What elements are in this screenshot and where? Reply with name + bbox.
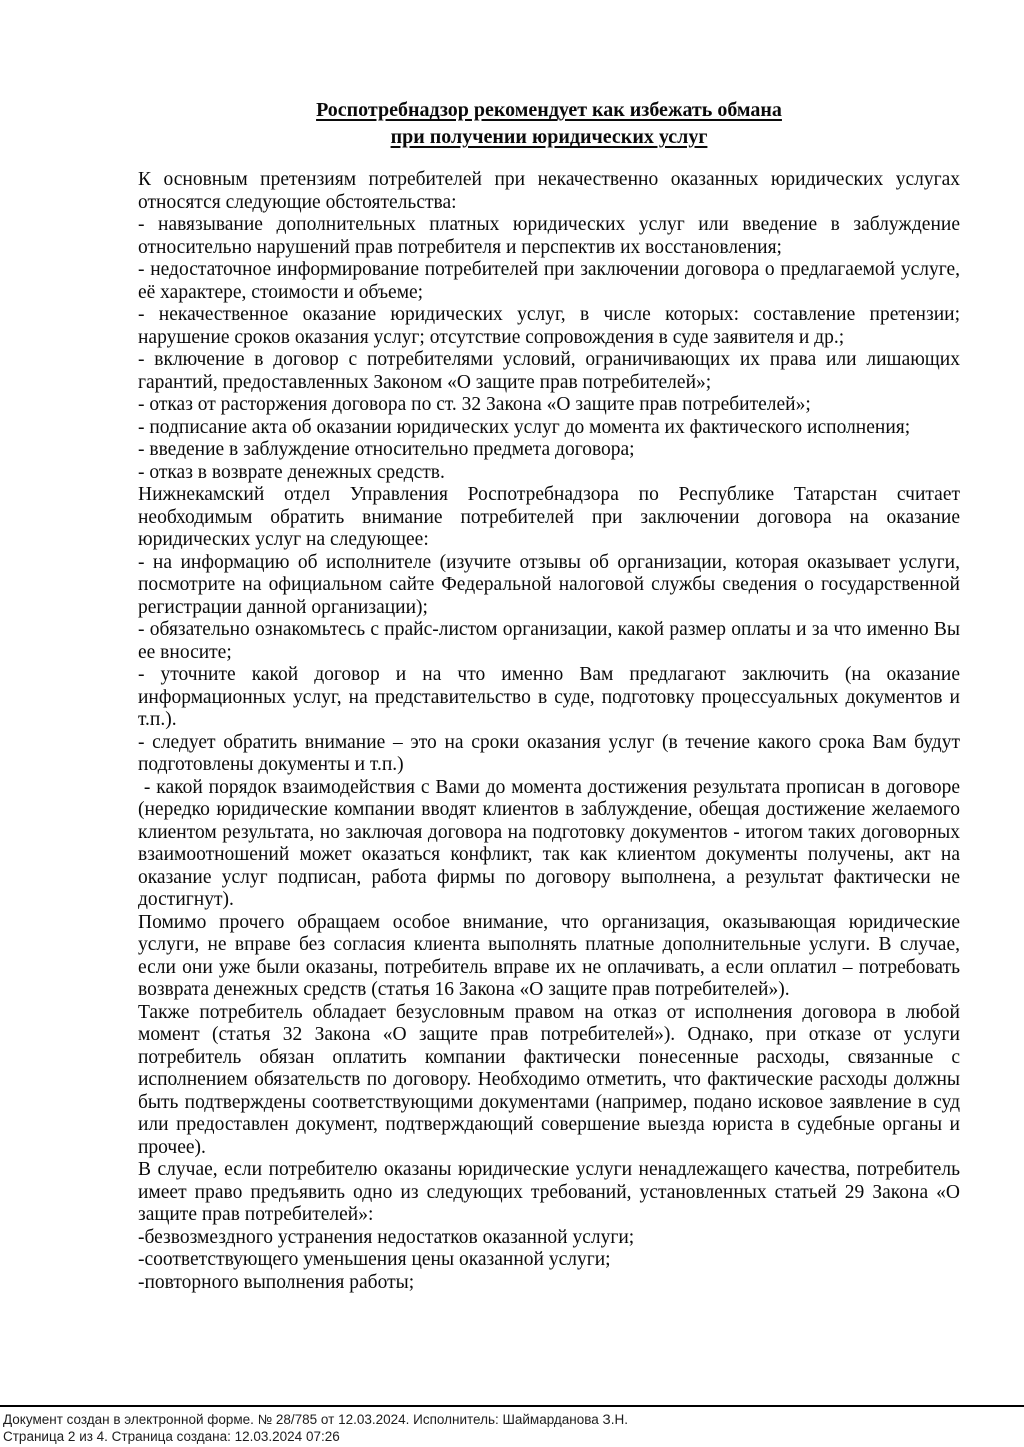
body-paragraph: Нижнекамский отдел Управления Роспотребнадзора по Республике Татарстан считает необходимым обратить внимание потребителей при заключении договора на оказание юридических услуг на следующее:	[138, 484, 960, 550]
title-line-2: при получении юридических услуг	[390, 126, 708, 148]
footer-line-1: Документ создан в электронной форме. № 28/785 от 12.03.2024. Исполнитель: Шаймарданова З.Н.	[3, 1412, 628, 1427]
body-paragraph: - некачественное оказание юридических услуг, в числе которых: составление претензии; нарушение сроков оказания услуг; отсутствие сопровождения в суде заявителя и др.;	[138, 304, 960, 348]
body-paragraph: К основным претензиям потребителей при некачественно оказанных юридических услугах относятся следующие обстоятельства:	[138, 169, 960, 213]
body-paragraph: - включение в договор с потребителями условий, ограничивающих их права или лишающих гарантий, предоставленных Законом «О защите прав потребителей»;	[138, 349, 960, 393]
footer-line-2: Страница 2 из 4. Страница создана: 12.03.2024 07:26	[3, 1429, 340, 1444]
body-paragraph: - введение в заблуждение относительно предмета договора;	[138, 439, 635, 460]
body-paragraph: - отказ в возврате денежных средств.	[138, 461, 445, 483]
body-paragraph: - недостаточное информирование потребителей при заключении договора о предлагаемой услуге, её характере, стоимости и объеме;	[138, 259, 960, 303]
body-paragraph: - следует обратить внимание – это на сроки оказания услуг (в течение какого срока Вам будут подготовлены документы и т.п.)	[138, 731, 960, 775]
body-paragraph: -соответствующего уменьшения цены оказанной услуги;	[138, 1249, 611, 1270]
body-paragraph: - какой порядок взаимодействия с Вами до момента достижения результата прописан в договоре (нередко юридические компании вводят клиентов в заблуждение, обещая достижение желаемого клиентом результата, но заключая договора на подготовку документов - итогом таких договорных взаимоотношений может оказаться конфликт, так как клиентом документы получены, акт на оказание услуг подписан, работа фирмы по договору выполнена, а результат фактически не достигнут).	[138, 776, 960, 910]
body-paragraph: - навязывание дополнительных платных юридических услуг или введение в заблуждение относительно нарушений прав потребителя и перспектив их восстановления;	[138, 214, 960, 258]
document-body	[138, 169, 960, 1294]
body-paragraph: -повторного выполнения работы;	[138, 1271, 415, 1293]
body-paragraph: - подписание акта об оказании юридических услуг до момента их фактического исполнения;	[138, 416, 911, 438]
page-footer	[0, 1405, 1024, 1445]
body-paragraph: Также потребитель обладает безусловным правом на отказ от исполнения договора в любой момент (статья 32 Закона «О защите прав потребителей»). Однако, при отказе от услуги потребитель обязан оплатить компании фактически понесенные расходы, связанные с исполнением обязательств по договору. Необходимо отметить, что фактические расходы должны быть подтверждены соответствующими документами (например, подано исковое заявление в суд или предоставлен документ, подтверждающий совершение выезда юриста в судебные органы и прочее).	[138, 1001, 960, 1158]
body-paragraph: - на информацию об исполнителе (изучите отзывы об организации, которая оказывает услуги, посмотрите на официальном сайте Федеральной налоговой службы сведения о государственной регистрации данной организации);	[138, 551, 960, 618]
title-line-1: Роспотребнадзор рекомендует как избежать обмана	[316, 99, 782, 121]
body-paragraph: - уточните какой договор и на что именно Вам предлагают заключить (на оказание информационных услуг, на представительство в суде, подготовку процессуальных документов и т.п.).	[138, 664, 960, 730]
body-paragraph: В случае, если потребителю оказаны юридические услуги ненадлежащего качества, потребитель имеет право предъявить одно из следующих требований, установленных статьей 29 Закона «О защите прав потребителей»:	[138, 1159, 960, 1225]
body-paragraph: - отказ от расторжения договора по ст. 32 Закона «О защите прав потребителей»;	[138, 394, 811, 415]
title-row-1	[138, 97, 960, 124]
document-title	[138, 97, 960, 151]
body-paragraph: -безвозмездного устранения недостатков оказанной услуги;	[138, 1226, 635, 1248]
body-paragraph: Помимо прочего обращаем особое внимание, что организация, оказывающая юридические услуги, не вправе без согласия клиента выполнять платные дополнительные услуги. В случае, если они уже были оказаны, потребитель вправе их не оплачивать, а если оплатил – потребовать возврата денежных средств (статья 16 Закона «О защите прав потребителей»).	[138, 911, 960, 1000]
title-row-2	[138, 124, 960, 151]
body-paragraph: - обязательно ознакомьтесь с прайс-листом организации, какой размер оплаты и за что именно Вы ее вносите;	[138, 619, 960, 663]
